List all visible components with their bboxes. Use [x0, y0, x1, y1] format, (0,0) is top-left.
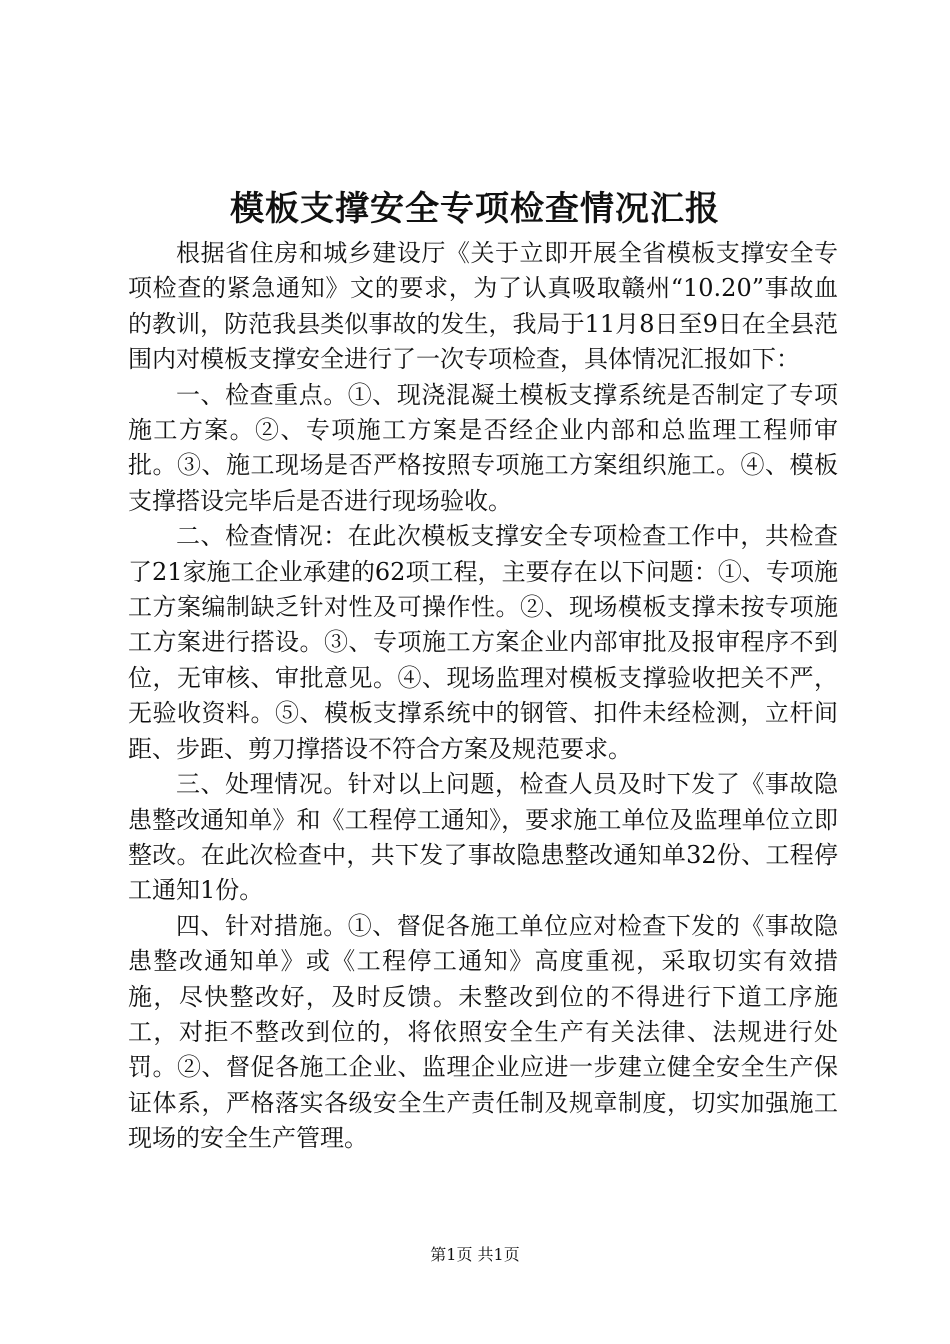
- paragraph-inspection-focus: 一、检查重点。①、现浇混凝土模板支撑系统是否制定了专项施工方案。②、专项施工方案是否经企业内部和总监理工程师审批。③、施工现场是否严格按照专项施工方案组织施工。④、模板支撑搭设完毕后是否进行现场验收。: [128, 380, 838, 515]
- paragraph-inspection-status: 二、检查情况：在此次模板支撑安全专项检查工作中，共检查了21家施工企业承建的62项工程，主要存在以下问题：①、专项施工方案编制缺乏针对性及可操作性。②、现场模板支撑未按专项施工方案进行搭设。③、专项施工方案企业内部审批及报审程序不到位，无审核、审批意见。④、现场监理对模板支撑验收把关不严，无验收资料。⑤、模板支撑系统中的钢管、扣件未经检测，立杆间距、步距、剪刀撑搭设不符合方案及规范要求。: [128, 522, 838, 763]
- document-title: 模板支撑安全专项检查情况汇报: [230, 189, 720, 229]
- paragraph-handling: 三、处理情况。针对以上问题，检查人员及时下发了《事故隐患整改通知单》和《工程停工通知》，要求施工单位及监理单位立即整改。在此次检查中，共下发了事故隐患整改通知单32份、工程停工通知1份。: [128, 770, 838, 905]
- page-footer: 第1页 共1页: [430, 1245, 520, 1264]
- paragraph-measures: 四、针对措施。①、督促各施工单位应对检查下发的《事故隐患整改通知单》或《工程停工通知》高度重视，采取切实有效措施，尽快整改好，及时反馈。未整改到位的不得进行下道工序施工，对拒不整改到位的，将依照安全生产有关法律、法规进行处罚。②、督促各施工企业、监理企业应进一步建立健全安全生产保证体系，严格落实各级安全生产责任制及规章制度，切实加强施工现场的安全生产管理。: [128, 911, 838, 1153]
- document-body: [128, 236, 838, 1157]
- paragraph-intro: 根据省住房和城乡建设厅《关于立即开展全省模板支撑安全专项检查的紧急通知》文的要求，为了认真吸取赣州“10.20”事故血的教训，防范我县类似事故的发生，我局于11月8日至9日在全县范围内对模板支撑安全进行了一次专项检查，具体情况汇报如下：: [128, 239, 838, 374]
